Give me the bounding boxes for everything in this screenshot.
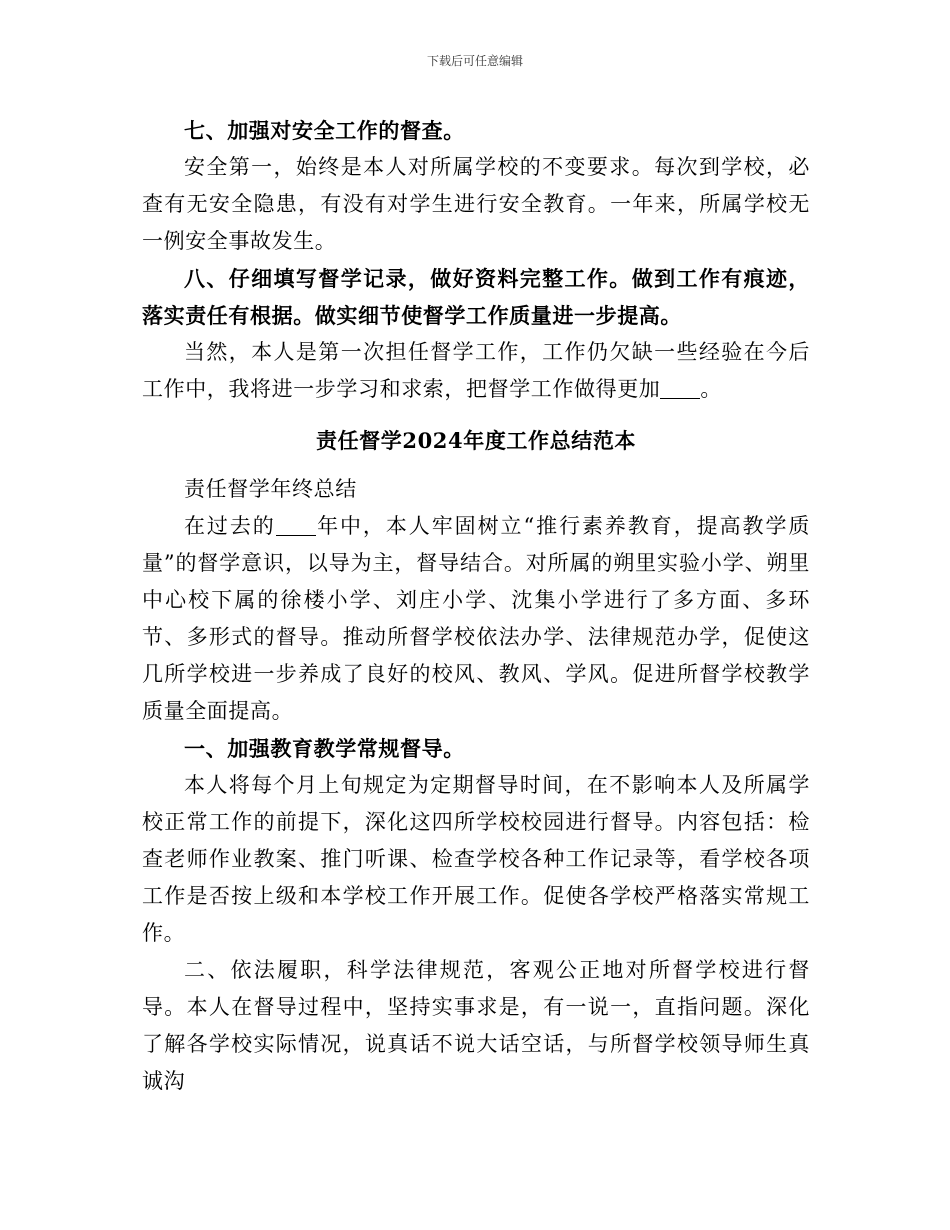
document-title: 责任督学2024年度工作总结范本 — [315, 428, 637, 453]
blank-line — [660, 377, 700, 399]
heading-one: 一、加强教育教学常规督导。 — [184, 736, 465, 761]
blank-line — [276, 514, 316, 536]
paragraph-closing: 当然，本人是第一次担任督学工作，工作仍欠缺一些经验在今后工作中，我将进一步学习和求索，把督学工作做得更加 。 — [142, 340, 810, 401]
heading-eight: 八、仔细填写督学记录，做好资料完整工作。做到工作有痕迹，落实责任有根据。做实细节使督学工作质量进一步提高。 — [142, 266, 810, 328]
paragraph-two: 二、依法履职，科学法律规范，客观公正地对所督学校进行督导。本人在督导过程中，坚持实事求是，有一说一，直指问题。深化了解各学校实际情况，说真话不说大话空话，与所督学校领导师生真诚沟 — [142, 958, 810, 1093]
page-header: 下载后可任意编辑 — [426, 54, 523, 68]
document-subtitle: 责任督学年终总结 — [184, 477, 357, 501]
paragraph-intro: 在过去的 年中，本人牢固树立“推行素养教育，提高教学质量”的督学意识，以导为主，督导结合。对所属的朔里实验小学、朔里中心校下属的徐楼小学、刘庄小学、沈集小学进行了多方面、多环节、多形式的督导。推动所督学校依法办学、法律规范办学，促使这几所学校进一步养成了良好的校风、教风、学风。促进所督学校教学质量全面提高。 — [142, 514, 810, 723]
heading-seven: 七、加强对安全工作的督查。 — [184, 118, 465, 143]
paragraph-safety: 安全第一，始终是本人对所属学校的不变要求。每次到学校，必查有无安全隐患，有没有对学生进行安全教育。一年来，所属学校无一例安全事故发生。 — [142, 155, 810, 253]
paragraph-routine: 本人将每个月上旬规定为定期督导时间，在不影响本人及所属学校正常工作的前提下，深化这四所学校校园进行督导。内容包括：检查老师作业教案、推门听课、检查学校各种工作记录等，看学校各项工作是否按上级和本学校工作开展工作。促使各学校严格落实常规工作。 — [142, 773, 810, 945]
document-body — [142, 112, 810, 1100]
